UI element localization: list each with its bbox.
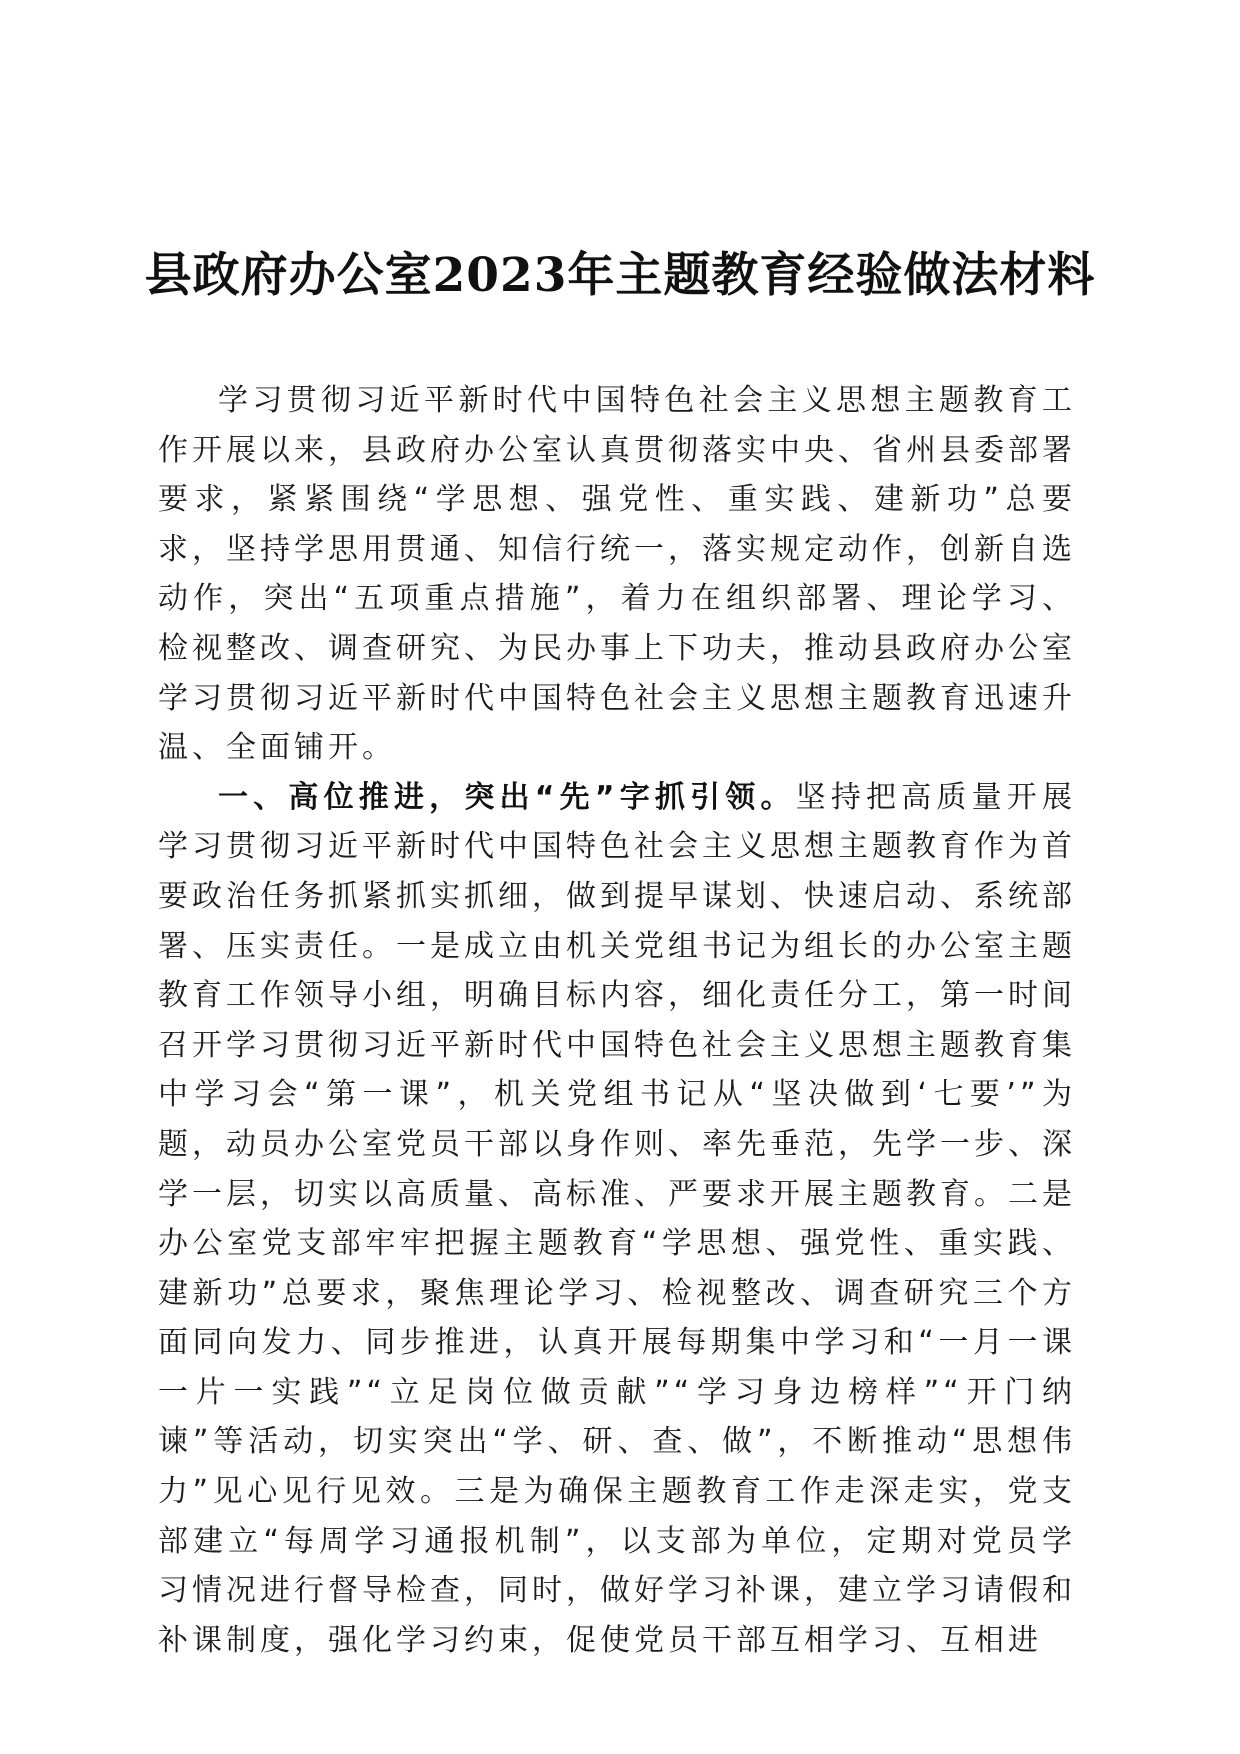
section-one-text: 坚持把高质量开展学习贯彻习近平新时代中国特色社会主义思想主题教育作为首要政治任务抓紧抓实抓细，做到提早谋划、快速启动、系统部署、压实责任。一是成立由机关党组书记为组长的办公室主题教育工作领导小组，明确目标内容，细化责任分工，第一时间召开学习贯彻习近平新时代中国特色社会主义思想主题教育集中学习会“第一课”，机关党组书记从“坚决做到‘七要’”为题，动员办公室党员干部以身作则、率先垂范，先学一步、深学一层，切实以高质量、高标准、严要求开展主题教育。二是办公室党支部牢牢把握主题教育“学思想、强党性、重实践、建新功”总要求，聚焦理论学习、检视整改、调查研究三个方面同向发力、同步推进，认真开展每期集中学习和“一月一课一片一实践”“立足岗位做贡献”“学习身边榜样”“开门纳谏”等活动，切实突出“学、研、查、做”，不断推动“思想伟力”见心见行见效。三是为确保主题教育工作走深走实，党支部建立“每周学习通报机制”，以支部为单位，定期对党员学习情况进行督导检查，同时，做好学习补课，建立学习请假和补课制度，强化学习约束，促使党员干部互相学习、互相进 bbox=[158, 779, 1077, 1658]
intro-paragraph bbox=[158, 376, 1076, 773]
document-body bbox=[158, 376, 1076, 1665]
section-one-paragraph bbox=[158, 773, 1076, 1666]
intro-paragraph-text: 学习贯彻习近平新时代中国特色社会主义思想主题教育工作开展以来，县政府办公室认真贯彻落实中央、省州县委部署要求，紧紧围绕“学思想、强党性、重实践、建新功”总要求，坚持学思用贯通、知信行统一，落实规定动作，创新自选动作，突出“五项重点措施”，着力在组织部署、理论学习、检视整改、调查研究、为民办事上下功夫，推动县政府办公室学习贯彻习近平新时代中国特色社会主义思想主题教育迅速升温、全面铺开。 bbox=[158, 383, 1076, 766]
document-title: 县政府办公室2023年主题教育经验做法材料 bbox=[144, 248, 1096, 303]
section-one-heading: 一、高位推进，突出“先”字抓引领。 bbox=[218, 779, 796, 815]
